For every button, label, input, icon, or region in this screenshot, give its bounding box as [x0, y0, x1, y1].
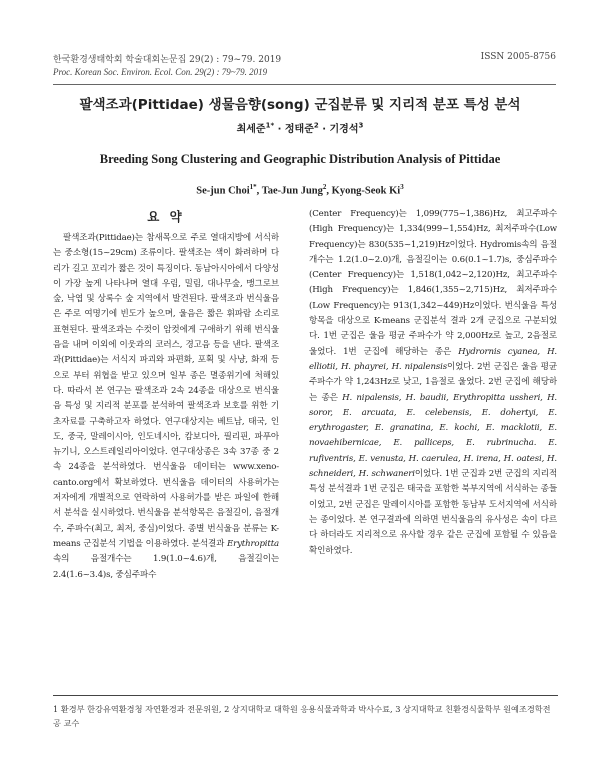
author-3-ko-affil: 3: [358, 121, 364, 130]
author-separator: ·: [318, 124, 330, 135]
journal-header-ko: [53, 52, 556, 65]
author-1-en: Se-jun Choi: [196, 185, 250, 197]
affiliation-footnote: 1 환경부 한강유역환경청 자연환경과 전문위원, 2 상지대학교 대학원 응용식물과학과 박사수료, 3 상지대학교 친환경식물학부 원예조경학전공 교수: [53, 704, 551, 728]
author-1-ko-affil: 1*: [265, 121, 275, 130]
author-2-ko-affil: 2: [313, 121, 319, 130]
abstract-column-right: [309, 207, 557, 559]
author-3-en: Kyong-Seok Ki: [331, 185, 401, 197]
journal-header-en: [53, 67, 556, 77]
genus-name: Erythropitta: [227, 538, 279, 549]
author-separator: ,: [256, 185, 262, 197]
issn: ISSN 2005-8756: [480, 52, 556, 62]
abstract-text: 속의 음절개수는 1.9(1.0~4.6)개, 음절길이는 2.4(1.6~3.4)s, 중심주파수: [53, 554, 279, 580]
author-separator: ·: [274, 124, 285, 135]
abstract-text: 이었다. 1번 군집과 2번 군집의 지리적 특성 분석결과 1번 군집은 태국을 포함한 북부지역에 서식하는 종들이었고, 2번 군집은 말레이시아를 포함한 동남부 도서지역에 서식하는 종이었다. 본 연구결과에 의하면 번식울음의 유사성은 속이 다르다 하더라도 지리적으로 유사할 경우 같은 군집에 포함될 수 있음을 확인하였다.: [309, 469, 557, 556]
abstract-column-left: [53, 231, 279, 583]
journal-citation-ko: 한국환경생태학회 학술대회논문집 29(2) : 79~79. 2019: [53, 55, 282, 65]
author-2-en-affil: 2: [322, 183, 327, 191]
author-2-ko: 정태준: [284, 124, 314, 135]
author-3-en-affil: 3: [400, 183, 404, 191]
journal-citation-en: Proc. Korean Soc. Environ. Ecol. Con. 29(2) : 79~79. 2019: [53, 67, 268, 77]
author-3-ko: 기경석: [329, 124, 359, 135]
title-korean: 팔색조과(Pittidae) 생물음향(song) 군집분류 및 지리적 분포 특성 분석: [79, 97, 521, 113]
abstract-text: 이었다. 2번 군집은 울음 평균 주파수가 약 1,243Hz로 낮고, 1음절로 울었다. 2번 군집에 해당하는 종은: [309, 361, 557, 403]
abstract-heading: 요 약: [147, 209, 185, 224]
species-list-cluster-1: Hydrornis cyanea, H. elliotii, H. phayrei, H. nipalensis: [309, 346, 557, 372]
authors-english: [0, 183, 600, 197]
title-english: Breeding Song Clustering and Geographic Distribution Analysis of Pittidae: [99, 152, 501, 166]
abstract-text: 팔색조과(Pittidae)는 참새목으로 주로 열대지방에 서식하는 중소형(15~29cm) 조류이다. 팔색조는 색이 화려하며 다리가 길고 꼬리가 짧은 것이 특징이다. 동남아시아에서 다양성이 가장 높게 나타나며 열대 우림, 밀림, 대나무숲, 맹그로브숲, 낙엽 및 상록수 숲 지역에서 발견된다. 팔색조과 번식울음은 주로 여명기에 빈도가 높으며, 울음은 짧은 휘파람 소리로 표현된다. 팔색조과는 수컷이 암컷에게 구애하기 위해 번식울음을 내며 이외에 이웃과의 코러스, 경고음 등을 낸다. 팔색조과(Pittidae)는 서식지 파괴와 파편화, 포획 및 사냥, 화재 등으로 부터 위협을 받고 있으며 일부 종은 멸종위기에 처해있다. 따라서 본 연구는 팔색조과 2속 24종을 대상으로 번식울음 특성 및 지리적 분포를 분석하여 팔색조과 보호를 위한 기초자료를 구축하고자 하였다. 연구대상지는 베트남, 태국, 인도, 중국, 말레이시아, 인도네시아, 캄보디아, 필리핀, 파푸아뉴기니, 오스트레일리아이었다. 연구대상종은 3속 37종 중 2속 24종을 분석하였다. 번식울음 데이터는 www.xeno-canto.org에서 확보하였다. 번식울음 데이터의 사용허가는 저자에게 개별적으로 연락하여 사용허가를 받은 파일에 한해서 분석을 실시하였다. 번식울음 분석항목은 음절길이, 음절개수, 주파수(최고, 최저, 중심)이었다. 종별 번식울음 분류는 K-means 군집분석 기법을 이용하였다. 분석결과: [53, 233, 279, 549]
author-separator: ,: [326, 185, 332, 197]
author-1-ko: 최세준: [236, 124, 266, 135]
header-divider: [53, 84, 556, 85]
author-2-en: Tae-Jun Jung: [261, 185, 323, 197]
footnote-divider: [53, 695, 558, 696]
abstract-text: (Center Frequency)는 1,099(775~1,386)Hz, 최고주파수(High Frequency)는 1,334(999~1,554)Hz, 최저주파수(Low Frequency)는 830(535~1,219)Hz이었다. Hydromis속의 음절개수는 1.2(1.0~2.0)개, 음절길이는 0.6(0.1~1.7)s, 중심주파수(Center Frequency)는 1,518(1,042~2,120)Hz, 최고주파수(High Frequency)는 1,846(1,355~2,715)Hz, 최저주파수(Low Frequency)는 913(1,342~449)Hz이었다. 번식울음 특성항목을 대상으로 K-means 군집분석 결과 2개 군집으로 구분되었다. 1번 군집은 울음 평균 주파수가 약 2,000Hz로 높고, 2음절로 울었다. 1번 군집에 해당하는 종은: [309, 209, 557, 357]
author-1-en-affil: 1*: [249, 183, 257, 191]
species-list-cluster-2: H. nipalensis, H. baudii, Erythropitta ussheri, H. soror, E. arcuata, E. celebensis, E. dohertyi, E. erythrogaster, E. granatina, E. kochi, E. macklotii, E. novaehibernicae, E. palliceps, E. rubrinucha. E. rufiventris, E. venusta, H. caerulea, H. irena, H. oatesi, H. schneideri, H. schwaneri: [309, 392, 557, 480]
authors-korean: [0, 120, 600, 135]
